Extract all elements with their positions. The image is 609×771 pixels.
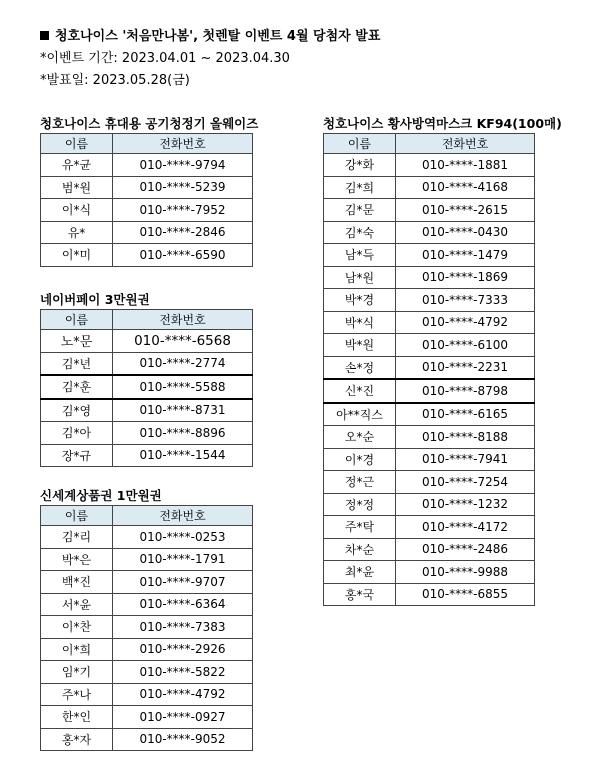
table-row — [324, 426, 535, 449]
announcement-header — [40, 26, 580, 92]
winner-name: 장*규 — [41, 444, 113, 467]
section-title: 청호나이스 휴대용 공기청정기 올웨이즈 — [40, 116, 259, 131]
winner-name: 오*순 — [324, 426, 396, 449]
table-row — [324, 244, 535, 267]
winner-name: 박*경 — [324, 289, 396, 312]
winner-phone: 010-****-4168 — [396, 176, 535, 199]
section-title: 신세계상품권 1만원권 — [40, 488, 162, 503]
table-row — [324, 221, 535, 244]
table-row — [324, 311, 535, 334]
table-row — [324, 199, 535, 222]
winner-phone: 010-****-8188 — [396, 426, 535, 449]
table-row — [41, 444, 253, 467]
winner-phone: 010-****-1544 — [113, 444, 253, 467]
column-header-name: 이름 — [324, 134, 396, 154]
table-header-row — [324, 134, 535, 154]
winner-phone: 010-****-2231 — [396, 356, 535, 379]
table-row — [324, 289, 535, 312]
table-row — [41, 683, 253, 706]
winner-name: 박*식 — [324, 311, 396, 334]
winner-name: 주*나 — [41, 683, 113, 706]
winner-name: 유*균 — [41, 154, 113, 177]
table-row — [324, 154, 535, 177]
winner-phone: 010-****-8798 — [396, 379, 535, 403]
winner-name: 이*찬 — [41, 616, 113, 639]
winner-phone: 010-****-4792 — [113, 683, 253, 706]
winner-phone: 010-****-1881 — [396, 154, 535, 177]
winner-name: 정*정 — [324, 493, 396, 516]
winner-phone: 010-****-5588 — [113, 375, 253, 399]
table-row — [324, 176, 535, 199]
winner-name: 손*정 — [324, 356, 396, 379]
winner-name: 박*은 — [41, 548, 113, 571]
table-row — [41, 221, 253, 244]
announcement-date: *발표일: 2023.05.28(금) — [40, 73, 190, 88]
table-row — [41, 571, 253, 594]
column-header-name: 이름 — [41, 134, 113, 154]
winner-phone: 010-****-9794 — [113, 154, 253, 177]
winner-phone: 010-****-6364 — [113, 593, 253, 616]
winner-phone: 010-****-2926 — [113, 638, 253, 661]
winner-name: 김*리 — [41, 526, 113, 549]
section-title: 청호나이스 황사방역마스크 KF94(100매) — [323, 116, 562, 131]
winner-name: 정*근 — [324, 471, 396, 494]
winner-phone: 010-****-9988 — [396, 561, 535, 584]
winner-phone: 010-****-0430 — [396, 221, 535, 244]
winner-phone: 010-****-1869 — [396, 266, 535, 289]
winner-phone: 010-****-7254 — [396, 471, 535, 494]
column-header-phone: 전화번호 — [113, 134, 253, 154]
winner-name: 김*희 — [324, 176, 396, 199]
winner-phone: 010-****-2774 — [113, 352, 253, 375]
winner-phone: 010-****-9707 — [113, 571, 253, 594]
winner-phone: 010-****-7333 — [396, 289, 535, 312]
winner-phone: 010-****-8896 — [113, 422, 253, 445]
section-shinsegae-voucher — [40, 487, 253, 751]
winner-phone: 010-****-7952 — [113, 199, 253, 222]
table-row — [41, 661, 253, 684]
table-row — [324, 356, 535, 379]
column-header-name: 이름 — [41, 506, 113, 526]
winner-name: 남*득 — [324, 244, 396, 267]
winner-name: 이*미 — [41, 244, 113, 267]
winner-name: 유* — [41, 221, 113, 244]
winner-name: 신*진 — [324, 379, 396, 403]
section-naver-pay — [40, 291, 253, 467]
winner-name: 최*윤 — [324, 561, 396, 584]
winners-table — [40, 309, 253, 467]
table-row — [324, 561, 535, 584]
winner-phone: 010-****-6568 — [113, 330, 253, 353]
winner-phone: 010-****-0927 — [113, 706, 253, 729]
winner-name: 박*원 — [324, 334, 396, 357]
winner-name: 한*인 — [41, 706, 113, 729]
winner-phone: 010-****-2846 — [113, 221, 253, 244]
winner-name: 김*숙 — [324, 221, 396, 244]
winner-phone: 010-****-9052 — [113, 728, 253, 751]
table-row — [324, 493, 535, 516]
table-header-row — [41, 134, 253, 154]
winner-phone: 010-****-0253 — [113, 526, 253, 549]
table-row — [41, 176, 253, 199]
winner-name: 김*영 — [41, 399, 113, 422]
winners-table — [40, 133, 253, 267]
winner-name: 이*경 — [324, 448, 396, 471]
winner-phone: 010-****-6855 — [396, 583, 535, 606]
winner-phone: 010-****-4172 — [396, 516, 535, 539]
table-row — [41, 375, 253, 399]
announcement-title-line — [40, 26, 580, 48]
winner-name: 아**직스 — [324, 403, 396, 426]
announcement-title: 청호나이스 '처음만나봄', 첫렌탈 이벤트 4월 당첨자 발표 — [55, 29, 381, 44]
table-row — [41, 728, 253, 751]
table-row — [41, 638, 253, 661]
table-row — [41, 422, 253, 445]
table-row — [41, 352, 253, 375]
winner-phone: 010-****-1232 — [396, 493, 535, 516]
square-bullet-icon — [40, 31, 49, 40]
table-row — [41, 154, 253, 177]
table-row — [41, 399, 253, 422]
table-row — [324, 379, 535, 403]
winner-phone: 010-****-2486 — [396, 538, 535, 561]
winners-table — [40, 505, 253, 751]
winner-name: 남*원 — [324, 266, 396, 289]
column-header-phone: 전화번호 — [113, 506, 253, 526]
winner-phone: 010-****-1479 — [396, 244, 535, 267]
winner-name: 차*순 — [324, 538, 396, 561]
table-row — [41, 548, 253, 571]
winner-name: 범*원 — [41, 176, 113, 199]
winner-phone: 010-****-1791 — [113, 548, 253, 571]
column-header-phone: 전화번호 — [113, 310, 253, 330]
table-header-row — [41, 310, 253, 330]
table-row — [41, 526, 253, 549]
winner-name: 서*윤 — [41, 593, 113, 616]
winner-name: 임*기 — [41, 661, 113, 684]
winners-table — [323, 133, 535, 606]
section-air-purifier — [40, 115, 258, 267]
table-row — [324, 334, 535, 357]
table-row — [324, 538, 535, 561]
winner-phone: 010-****-7941 — [396, 448, 535, 471]
table-row — [324, 583, 535, 606]
table-row — [324, 448, 535, 471]
table-row — [41, 616, 253, 639]
winner-phone: 010-****-8731 — [113, 399, 253, 422]
winner-name: 홍*자 — [41, 728, 113, 751]
winner-phone: 010-****-6165 — [396, 403, 535, 426]
winner-phone: 010-****-2615 — [396, 199, 535, 222]
winner-phone: 010-****-4792 — [396, 311, 535, 334]
winner-name: 노*문 — [41, 330, 113, 353]
event-period: *이벤트 기간: 2023.04.01 ~ 2023.04.30 — [40, 51, 290, 66]
winner-name: 홍*국 — [324, 583, 396, 606]
winner-name: 강*화 — [324, 154, 396, 177]
winner-name: 김*아 — [41, 422, 113, 445]
winner-phone: 010-****-5239 — [113, 176, 253, 199]
table-row — [41, 244, 253, 267]
winner-name: 김*년 — [41, 352, 113, 375]
table-row — [324, 471, 535, 494]
table-row — [324, 516, 535, 539]
winner-name: 백*진 — [41, 571, 113, 594]
winner-phone: 010-****-7383 — [113, 616, 253, 639]
table-row — [41, 330, 253, 353]
column-header-phone: 전화번호 — [396, 134, 535, 154]
table-row — [41, 199, 253, 222]
section-title: 네이버페이 3만원권 — [40, 292, 150, 307]
table-header-row — [41, 506, 253, 526]
table-row — [41, 593, 253, 616]
winner-name: 김*문 — [324, 199, 396, 222]
winner-name: 김*훈 — [41, 375, 113, 399]
winner-phone: 010-****-5822 — [113, 661, 253, 684]
winner-phone: 010-****-6590 — [113, 244, 253, 267]
winner-phone: 010-****-6100 — [396, 334, 535, 357]
table-row — [324, 403, 535, 426]
table-row — [324, 266, 535, 289]
section-kf94-mask — [323, 115, 562, 606]
column-header-name: 이름 — [41, 310, 113, 330]
winner-name: 이*식 — [41, 199, 113, 222]
winner-name: 이*희 — [41, 638, 113, 661]
winner-name: 주*탁 — [324, 516, 396, 539]
table-row — [41, 706, 253, 729]
